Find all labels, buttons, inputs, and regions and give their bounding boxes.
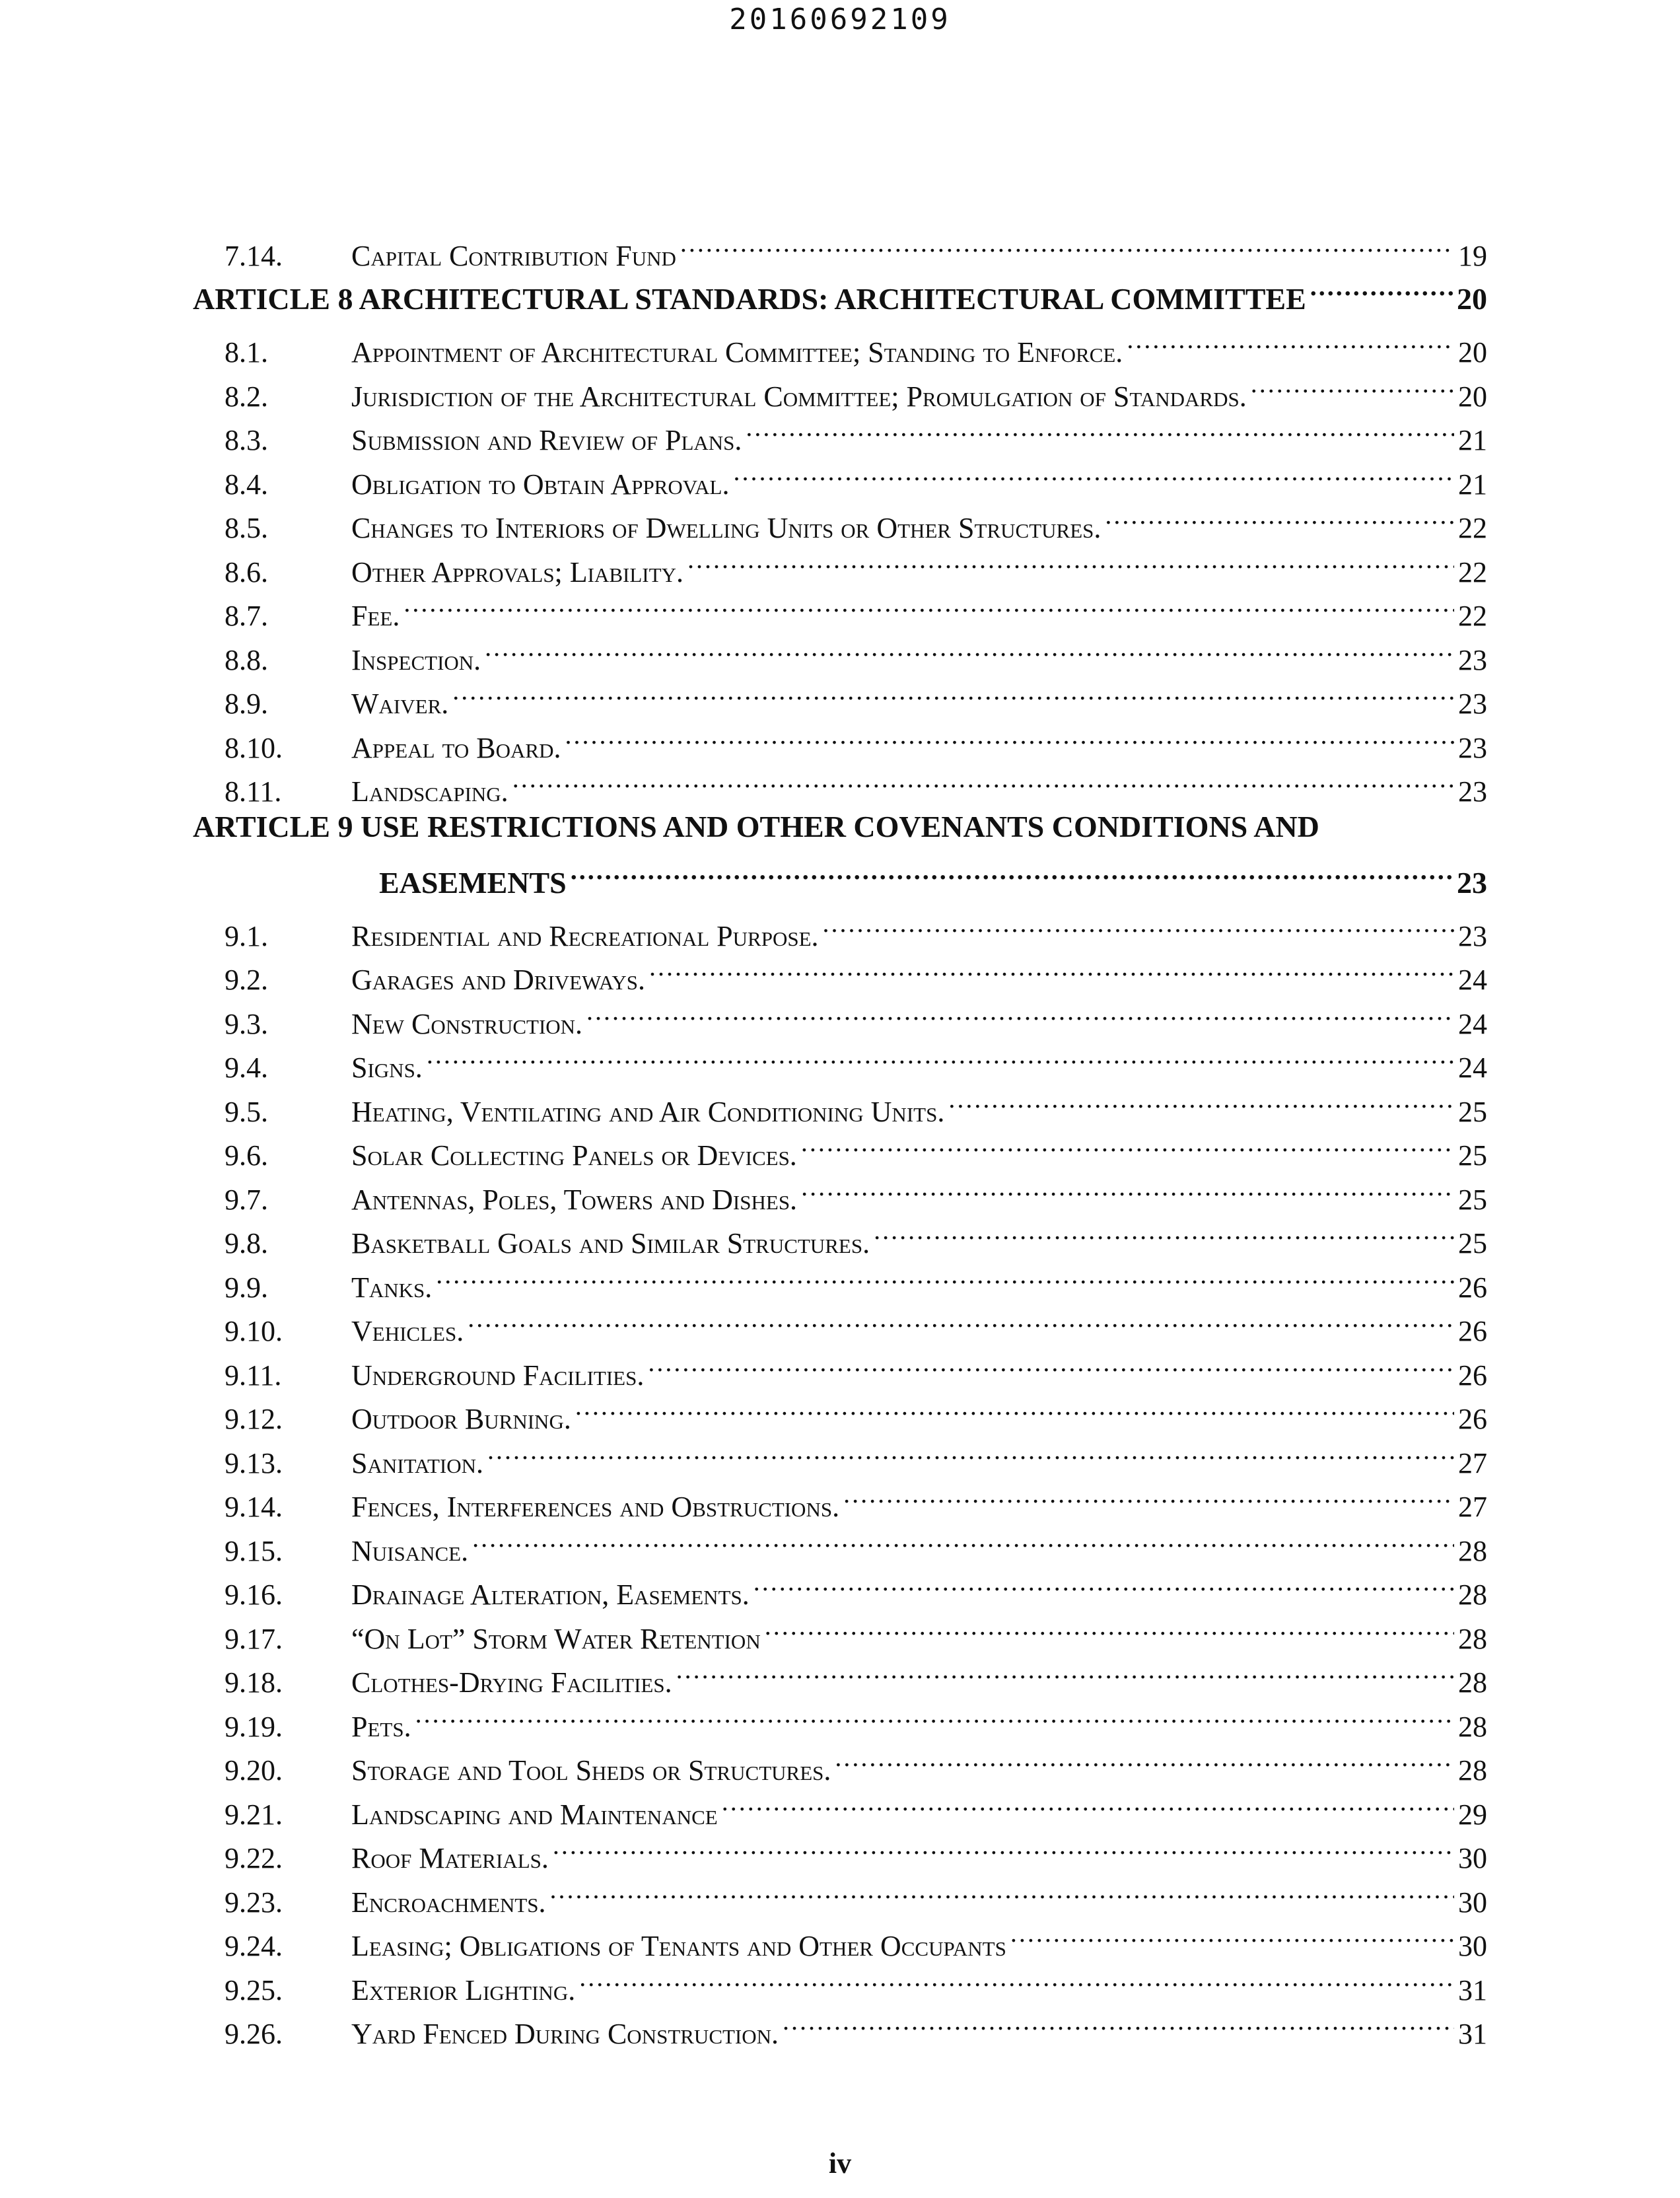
toc-entry-number: 9.4. <box>225 1051 268 1084</box>
dot-leader <box>487 1429 1454 1473</box>
toc-entry-number: 8.4. <box>225 468 268 501</box>
toc-entry-title: Fences, Interferences and Obstructions. <box>351 1491 840 1523</box>
dot-leader <box>452 670 1454 714</box>
toc-entry-page: 22 <box>1458 600 1487 632</box>
toc-entry-page: 26 <box>1458 1315 1487 1347</box>
toc-entry-7-14 <box>193 221 1487 272</box>
toc-entry-number: 9.25. <box>225 1973 283 2006</box>
page-number: iv <box>828 2147 852 2180</box>
toc-entry-number: 9.22. <box>225 1842 283 1874</box>
toc-entry-title: Yard Fenced During Construction. <box>351 2018 779 2050</box>
dot-leader <box>1310 266 1453 310</box>
dot-leader <box>648 1341 1454 1385</box>
dot-leader <box>843 1473 1454 1517</box>
toc-entry-title: Drainage Alteration, Easements. <box>351 1578 750 1611</box>
toc-entry-number: 9.12. <box>225 1403 283 1435</box>
toc-entry-number: 9.17. <box>225 1622 283 1655</box>
toc-entry-number: 9.23. <box>225 1886 283 1919</box>
toc-entry-title: Waiver. <box>351 688 449 720</box>
toc-entry <box>193 902 1487 952</box>
dot-leader <box>1127 318 1454 363</box>
toc-entry-page: 28 <box>1458 1578 1487 1611</box>
toc-entry-number: 9.18. <box>225 1666 283 1699</box>
toc-entry-number: 9.5. <box>225 1095 268 1128</box>
dot-leader <box>403 582 1454 626</box>
article-heading-page: 20 <box>1457 282 1487 316</box>
toc-entry-number: 9.6. <box>225 1139 268 1172</box>
dot-leader <box>472 1516 1454 1561</box>
toc-entry-page: 21 <box>1458 468 1487 501</box>
toc-entry-title: Exterior Lighting. <box>351 1973 576 2006</box>
toc-entry-number: 8.7. <box>225 600 268 632</box>
toc-entry-page: 26 <box>1458 1403 1487 1435</box>
toc-entry-number: 9.14. <box>225 1491 283 1523</box>
dot-leader <box>823 902 1454 946</box>
toc-entry-number: 9.3. <box>225 1007 268 1040</box>
article-heading-line2 <box>193 849 1487 900</box>
dot-leader <box>579 1956 1454 2000</box>
article-heading-text: ARTICLE 8 ARCHITECTURAL STANDARDS: ARCHITECTURAL COMMITTEE <box>193 282 1306 316</box>
toc-entry-page: 24 <box>1458 1007 1487 1040</box>
toc-entry-title: Residential and Recreational Purpose. <box>351 919 819 952</box>
toc-entry-title: Antennas, Poles, Towers and Dishes. <box>351 1183 798 1216</box>
toc-entry-number: 8.10. <box>225 731 283 764</box>
table-of-contents <box>193 221 1487 2050</box>
toc-entry-page: 31 <box>1458 2018 1487 2050</box>
toc-entry-title: Sanitation. <box>351 1446 484 1479</box>
toc-entry-number: 9.24. <box>225 1930 283 1962</box>
article-9-entries <box>193 902 1487 2050</box>
toc-entry-number: 9.26. <box>225 2018 283 2050</box>
toc-entry-page: 26 <box>1458 1359 1487 1392</box>
document-number: 20160692109 <box>729 3 951 36</box>
toc-entry-title: Pets. <box>351 1710 411 1743</box>
dot-leader <box>1251 362 1454 406</box>
dot-leader <box>948 1077 1454 1121</box>
article-heading-page: 23 <box>1457 865 1487 900</box>
toc-entry-page: 30 <box>1458 1886 1487 1919</box>
toc-entry-number: 8.5. <box>225 512 268 544</box>
toc-entry-title: Vehicles. <box>351 1315 464 1347</box>
dot-leader <box>571 849 1453 893</box>
dot-leader <box>586 989 1454 1034</box>
toc-entry-page: 28 <box>1458 1622 1487 1655</box>
dot-leader <box>676 1648 1454 1693</box>
toc-entry-title: Encroachments. <box>351 1886 546 1919</box>
toc-entry-title: New Construction. <box>351 1007 583 1040</box>
toc-entry-page: 27 <box>1458 1491 1487 1523</box>
dot-leader <box>801 1121 1454 1166</box>
toc-entry-page: 25 <box>1458 1183 1487 1216</box>
toc-entry-page: 27 <box>1458 1446 1487 1479</box>
dot-leader <box>746 406 1454 450</box>
toc-entry-page: 23 <box>1458 775 1487 808</box>
dot-leader <box>722 1780 1454 1824</box>
dot-leader <box>512 758 1454 802</box>
toc-entry-page: 20 <box>1458 380 1487 413</box>
article-heading-line1: ARTICLE 9 USE RESTRICTIONS AND OTHER COVENANTS CONDITIONS AND <box>193 810 1319 843</box>
toc-entry-title: Leasing; Obligations of Tenants and Other Occupants <box>351 1930 1006 1962</box>
dot-leader <box>485 625 1454 670</box>
dot-leader <box>550 1868 1454 1912</box>
toc-entry-page: 28 <box>1458 1534 1487 1567</box>
toc-entry-page: 19 <box>1458 239 1487 272</box>
toc-entry-title: Landscaping. <box>351 775 508 808</box>
toc-entry-page: 28 <box>1458 1666 1487 1699</box>
dot-leader <box>436 1253 1454 1297</box>
dot-leader <box>468 1297 1454 1341</box>
toc-entry-page: 22 <box>1458 555 1487 588</box>
toc-entry-page: 24 <box>1458 1051 1487 1084</box>
toc-entry-number: 8.2. <box>225 380 268 413</box>
toc-entry-number: 9.19. <box>225 1710 283 1743</box>
toc-entry-title: “On Lot” Storm Water Retention <box>351 1622 761 1655</box>
toc-entry-page: 28 <box>1458 1754 1487 1787</box>
toc-entry-title: Obligation to Obtain Approval. <box>351 468 730 501</box>
toc-entry-title: Other Approvals; Liability. <box>351 555 683 588</box>
dot-leader <box>753 1561 1454 1605</box>
dot-leader <box>553 1824 1454 1868</box>
toc-entry-title: Heating, Ventilating and Air Conditioning Units. <box>351 1095 945 1128</box>
dot-leader <box>835 1736 1454 1781</box>
toc-entry-title: Landscaping and Maintenance <box>351 1798 718 1831</box>
toc-entry-title: Capital Contribution Fund <box>351 239 676 272</box>
toc-entry-number: 9.16. <box>225 1578 283 1611</box>
article-8-heading <box>193 266 1487 318</box>
dot-leader <box>649 946 1454 990</box>
dot-leader <box>765 1604 1454 1648</box>
toc-entry-title: Roof Materials. <box>351 1842 549 1874</box>
toc-entry-page: 31 <box>1458 1973 1487 2006</box>
toc-entry-page: 23 <box>1458 919 1487 952</box>
toc-entry-title: Basketball Goals and Similar Structures. <box>351 1227 870 1259</box>
toc-entry-number: 8.9. <box>225 688 268 720</box>
toc-entry-page: 25 <box>1458 1139 1487 1172</box>
toc-entry-title: Signs. <box>351 1051 423 1084</box>
toc-entry-title: Tanks. <box>351 1271 433 1304</box>
toc-entry-page: 29 <box>1458 1798 1487 1831</box>
toc-entry-title: Submission and Review of Plans. <box>351 424 742 456</box>
toc-entry-number: 9.9. <box>225 1271 268 1304</box>
article-8-entries <box>193 318 1487 808</box>
toc-entry-number: 9.10. <box>225 1315 283 1347</box>
toc-entry-page: 25 <box>1458 1227 1487 1259</box>
dot-leader <box>783 2000 1454 2044</box>
toc-entry-number: 8.1. <box>225 336 268 369</box>
toc-entry-title: Outdoor Burning. <box>351 1403 571 1435</box>
toc-entry-title: Changes to Interiors of Dwelling Units or Other Structures. <box>351 512 1102 544</box>
toc-entry-title: Storage and Tool Sheds or Structures. <box>351 1754 831 1787</box>
dot-leader <box>687 538 1454 582</box>
toc-entry-page: 28 <box>1458 1710 1487 1743</box>
toc-entry-title: Jurisdiction of the Architectural Committee; Promulgation of Standards. <box>351 380 1247 413</box>
toc-entry-title: Garages and Driveways. <box>351 964 646 996</box>
toc-entry-title: Inspection. <box>351 643 481 676</box>
toc-entry-number: 9.15. <box>225 1534 283 1567</box>
toc-entry-page: 30 <box>1458 1930 1487 1962</box>
toc-entry-title: Clothes-Drying Facilities. <box>351 1666 672 1699</box>
dot-leader <box>565 713 1454 758</box>
dot-leader <box>415 1692 1454 1736</box>
toc-entry-page: 21 <box>1458 424 1487 456</box>
toc-entry-page: 23 <box>1458 643 1487 676</box>
toc-entry-title: Fee. <box>351 600 400 632</box>
toc-entry-number: 9.8. <box>225 1227 268 1259</box>
article-heading-text: EASEMENTS <box>379 865 567 900</box>
toc-entry-page: 20 <box>1458 336 1487 369</box>
toc-entry-title: Solar Collecting Panels or Devices. <box>351 1139 797 1172</box>
dot-leader <box>733 450 1454 494</box>
toc-entry-number: 8.3. <box>225 424 268 456</box>
toc-entry-number: 9.20. <box>225 1754 283 1787</box>
dot-leader <box>575 1385 1454 1429</box>
toc-entry-title: Appointment of Architectural Committee; Standing to Enforce. <box>351 336 1123 369</box>
toc-entry-number: 9.11. <box>225 1359 282 1392</box>
toc-entry-number: 9.1. <box>225 919 268 952</box>
toc-entry-page: 26 <box>1458 1271 1487 1304</box>
toc-entry-title: Nuisance. <box>351 1534 469 1567</box>
dot-leader <box>427 1034 1454 1078</box>
toc-entry-number: 8.8. <box>225 643 268 676</box>
toc-entry-number: 8.11. <box>225 775 282 808</box>
toc-entry-page: 23 <box>1458 688 1487 720</box>
toc-entry-page: 30 <box>1458 1842 1487 1874</box>
toc-entry-page: 22 <box>1458 512 1487 544</box>
dot-leader <box>874 1209 1454 1254</box>
toc-entry-number: 9.13. <box>225 1446 283 1479</box>
toc-entry-number: 9.21. <box>225 1798 283 1831</box>
toc-entry-page: 25 <box>1458 1095 1487 1128</box>
article-9-heading <box>193 805 1487 900</box>
dot-leader <box>680 221 1454 266</box>
toc-entry-number: 7.14. <box>225 239 283 272</box>
toc-entry-number: 8.6. <box>225 555 268 588</box>
dot-leader <box>801 1165 1454 1209</box>
toc-entry-page: 23 <box>1458 731 1487 764</box>
toc-entry-page: 24 <box>1458 964 1487 996</box>
toc-entry-number: 9.2. <box>225 964 268 996</box>
toc-entry-number: 9.7. <box>225 1183 268 1216</box>
dot-leader <box>1010 1912 1454 1956</box>
toc-entry-title: Appeal to Board. <box>351 731 561 764</box>
toc-entry-title: Underground Facilities. <box>351 1359 645 1392</box>
dot-leader <box>1105 494 1454 538</box>
